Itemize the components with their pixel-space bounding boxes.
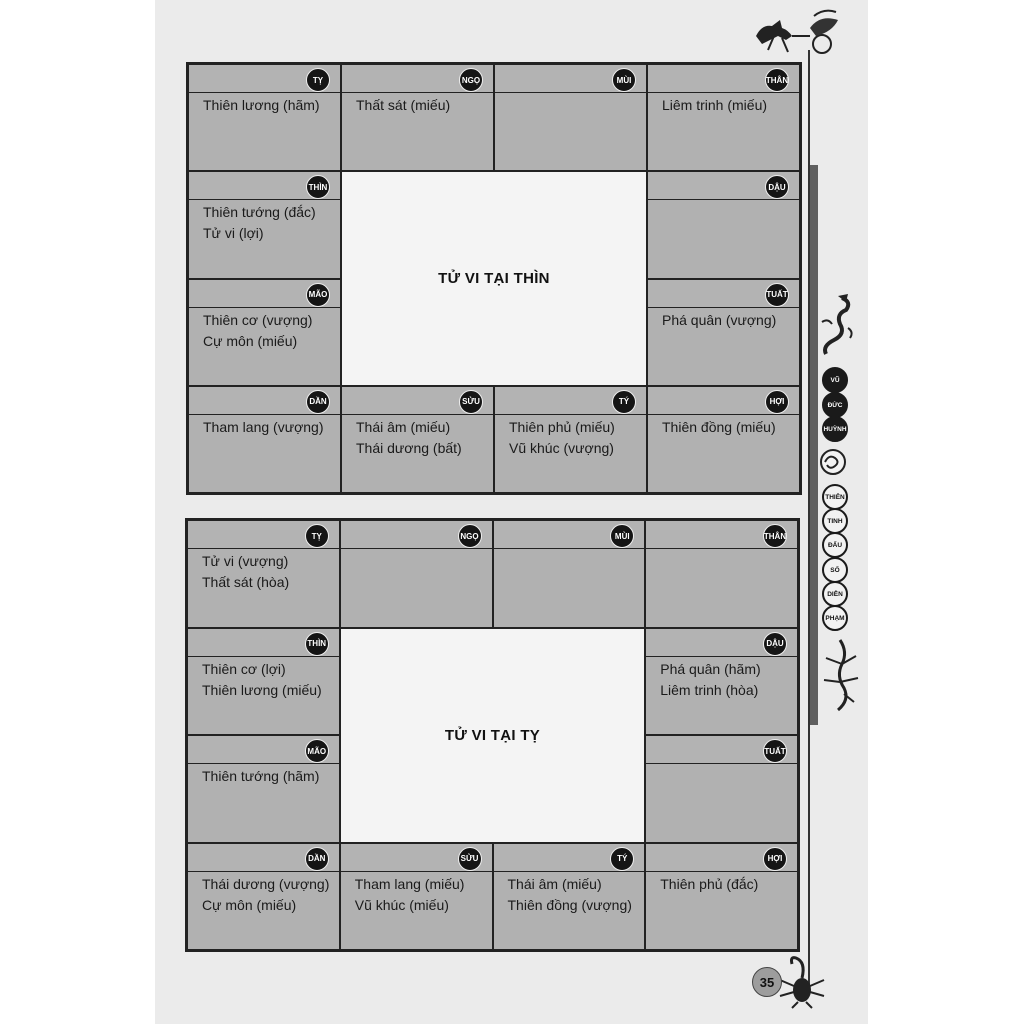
palace-label: THÂN (763, 524, 787, 548)
palace-cell-ngo (341, 64, 494, 171)
star-line: Vũ khúc (miếu) (354, 896, 449, 913)
star-line: Tham lang (miếu) (354, 875, 465, 892)
palace-cell-dan (188, 386, 341, 493)
palace-cell-mui (493, 520, 646, 628)
palace-cell-ty-bottom (494, 386, 647, 493)
dragon-ornament (812, 292, 856, 358)
star-line: Cự môn (miếu) (203, 332, 298, 349)
star-line: Thiên đồng (miếu) (662, 418, 776, 435)
palace-cell-dau (647, 171, 800, 278)
side-badge-4: THIÊN (822, 484, 848, 510)
palace-label: TÝ (612, 390, 636, 414)
star-line: Thiên tướng (đắc) (203, 204, 316, 221)
star-line: Thái dương (bất) (356, 439, 462, 456)
star-line: Thiên đồng (vượng) (507, 896, 632, 913)
chart-title: TỬ VI TẠI THÌN (438, 270, 550, 287)
palace-label: NGỌ (459, 68, 483, 92)
horoscope-chart-ty (185, 518, 800, 952)
star-line: Cự môn (miếu) (202, 896, 297, 913)
side-badge-5: TINH (822, 508, 848, 534)
palace-cell-suu (340, 843, 493, 951)
palace-label: SỬU (458, 847, 482, 871)
palace-cell-mao (187, 735, 340, 843)
palace-label: DẦN (305, 847, 329, 871)
star-line: Vũ khúc (vượng) (509, 439, 614, 456)
page-number: 35 (752, 967, 782, 997)
palace-label: DẦN (306, 390, 330, 414)
palace-cell-mao (188, 279, 341, 386)
star-line: Tử vi (lợi) (203, 225, 264, 242)
palace-cell-than (645, 520, 798, 628)
palace-cell-thin (188, 171, 341, 278)
chart-center (340, 628, 646, 843)
side-badge-9: PHẠM (822, 605, 848, 631)
star-line: Liêm trinh (hòa) (660, 681, 759, 698)
palace-label: THÌN (305, 632, 329, 656)
chart-title: TỬ VI TẠI TỴ (444, 726, 541, 744)
palace-label: MÙI (610, 524, 634, 548)
star-line: Liêm trinh (miếu) (662, 97, 768, 113)
side-badge-1: VŨ (822, 367, 848, 393)
horoscope-chart-thin (186, 62, 802, 495)
palace-cell-tuat (647, 279, 800, 386)
palace-label: MÃO (305, 739, 329, 763)
side-badge-3: HUỲNH (822, 416, 848, 442)
side-badge-6: ĐẨU (822, 532, 848, 558)
palace-label: SỬU (459, 390, 483, 414)
star-line: Thiên phủ (miếu) (509, 418, 615, 435)
palace-cell-thin (187, 628, 340, 736)
palace-label: TỴ (306, 68, 330, 92)
palace-cell-mui (494, 64, 647, 171)
palace-label: MÃO (306, 283, 330, 307)
palace-cell-dau (645, 628, 798, 736)
chart-center (341, 171, 647, 386)
palace-label: TÝ (610, 847, 634, 871)
palace-cell-tuat (645, 735, 798, 843)
star-line: Thiên cơ (vượng) (203, 311, 313, 328)
star-line: Thiên phủ (đắc) (660, 875, 759, 892)
palace-cell-ty-top (188, 64, 341, 171)
star-line: Thiên lương (miếu) (202, 681, 322, 698)
star-line: Thái âm (miếu) (356, 418, 451, 435)
palace-label: TUẤT (763, 739, 787, 763)
palace-cell-hoi (647, 386, 800, 493)
palace-cell-hoi (645, 843, 798, 951)
star-line: Thái dương (vượng) (202, 875, 330, 892)
star-line: Phá quân (vượng) (662, 311, 777, 328)
star-line: Tham lang (vượng) (203, 418, 324, 435)
side-badge-8: DIỄN (822, 581, 848, 607)
palace-cell-suu (341, 386, 494, 493)
palace-cell-dan (187, 843, 340, 951)
palace-cell-than (647, 64, 800, 171)
star-line: Thất sát (miếu) (356, 97, 451, 113)
star-line: Thất sát (hòa) (202, 574, 290, 590)
star-line: Tử vi (vượng) (202, 553, 289, 569)
star-line: Thái âm (miếu) (507, 875, 602, 892)
side-badge-7: SỐ (822, 557, 848, 583)
star-line: Thiên lương (hãm) (203, 97, 320, 113)
palace-label: DẬU (765, 175, 789, 199)
palace-label: HỢI (763, 847, 787, 871)
palace-label: DẬU (763, 632, 787, 656)
margin-bar (810, 165, 818, 725)
palace-cell-ty-bottom (493, 843, 646, 951)
palace-cell-ty-top (187, 520, 340, 628)
star-line: Thiên cơ (lợi) (202, 660, 286, 677)
side-badge-2: ĐỨC (822, 392, 848, 418)
palace-label: MÙI (612, 68, 636, 92)
palace-label: TỴ (305, 524, 329, 548)
palace-label: NGỌ (458, 524, 482, 548)
star-line: Phá quân (hãm) (660, 660, 761, 677)
swirl-emblem-icon (818, 448, 848, 476)
palace-cell-ngo (340, 520, 493, 628)
scorpion-ornament (776, 952, 828, 1010)
phoenix-ornament (818, 636, 862, 714)
palace-label: HỢI (765, 390, 789, 414)
palace-label: THÂN (765, 68, 789, 92)
horse-chariot-ornament (752, 6, 842, 60)
star-line: Thiên tướng (hãm) (202, 768, 320, 784)
palace-label: TUẤT (765, 283, 789, 307)
palace-label: THÌN (306, 175, 330, 199)
